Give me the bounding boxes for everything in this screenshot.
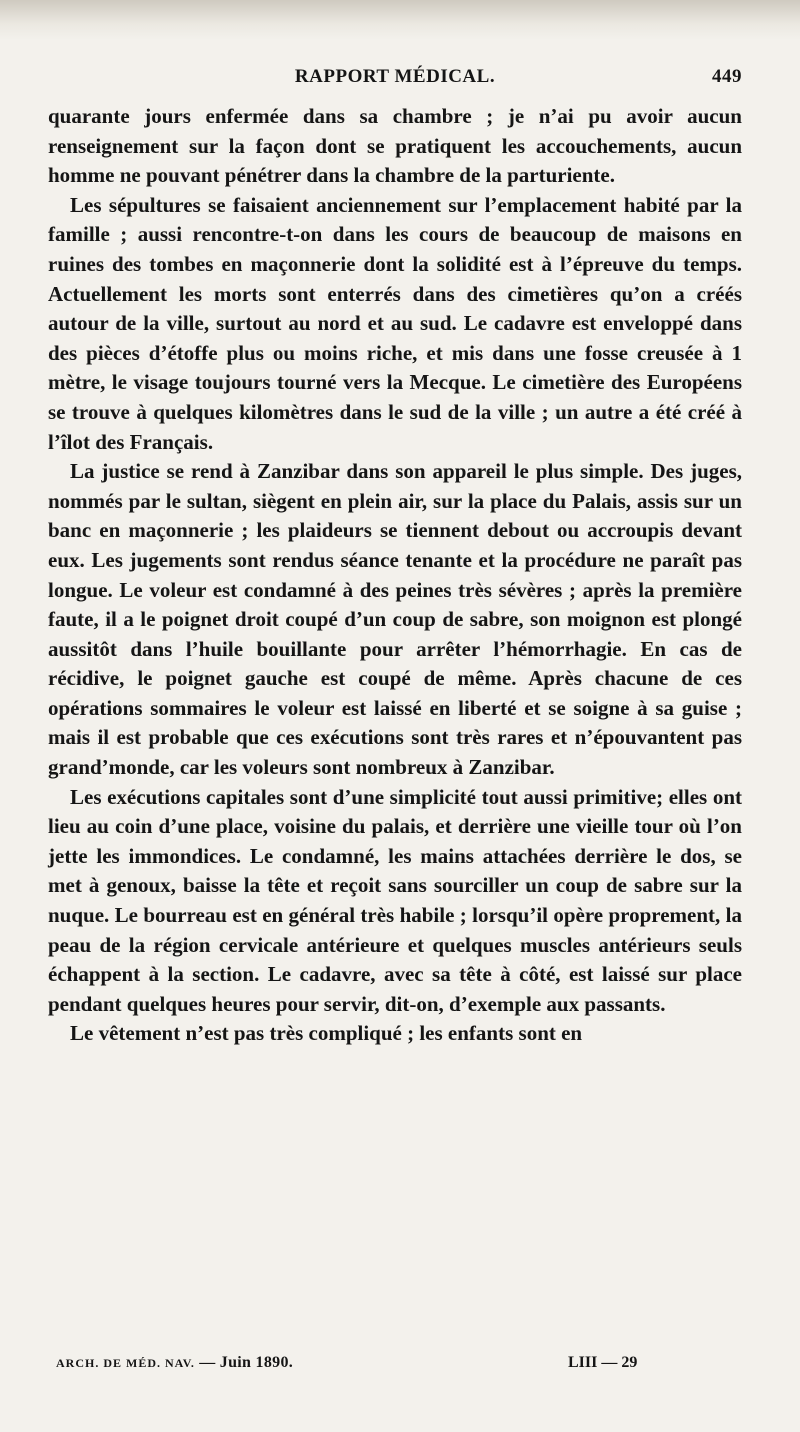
footer-date: — Juin 1890.: [194, 1354, 294, 1371]
paragraph: Les exécutions capitales sont d’une simplicité tout aussi primitive; elles ont lieu au coin d’une place, voisine du palais, et derrière une vieille tour où l’on jette les immondices. Le condamné, les mains attachées derrière le dos, se met à genoux, baisse la tête et reçoit sans sourciller un coup de sabre sur la nuque. Le bourreau est en général très habile ; lorsqu’il opère proprement, la peau de la région cervicale antérieure et quelques muscles antérieurs seuls échappent à la section. Le cadavre, avec sa tête à côté, est laissé sur place pendant quelques heures pour servir, dit-on, d’exemple aux passants.: [48, 784, 742, 1016]
scan-top-shadow: [0, 0, 800, 40]
paragraph: Le vêtement n’est pas très compliqué ; les enfants sont en: [70, 1021, 583, 1046]
footer-signature-mark: LIII — 29: [568, 1354, 638, 1371]
running-head: [48, 62, 742, 92]
paragraph: Les sépultures se faisaient anciennement sur l’emplacement habité par la famille ; aussi rencontre-t-on dans les cours de beaucoup de maisons en ruines des tombes en maçonnerie dont la solidité est à l’épreuve du temps. Actuellement les morts sont enterrés dans des cimetières qu’on a créés autour de la ville, surtout au nord et au sud. Le cadavre est enveloppé dans des pièces d’étoffe plus ou moins riche, et mis dans une fosse creusée à 1 mètre, le visage toujours tourné vers la Mecque. Le cimetière des Européens se trouve à quelques kilomètres dans le sud de la ville ; un autre a été créé à l’îlot des Français.: [48, 192, 742, 454]
footer-journal: ARCH. DE MÉD. NAV.: [56, 1356, 195, 1370]
paragraph: quarante jours enfermée dans sa chambre ; je n’ai pu avoir aucun renseignement sur la façon dont se pratiquent les accouchements, aucun homme ne pouvant pénétrer dans la chambre de la parturiente.: [48, 104, 742, 188]
running-head-title: RAPPORT MÉDICAL.: [294, 66, 496, 87]
paragraph: La justice se rend à Zanzibar dans son appareil le plus simple. Des juges, nommés par le sultan, siègent en plein air, sur la place du Palais, assis sur un banc en maçonnerie ; les plaideurs se tiennent debout ou accroupis devant eux. Les jugements sont rendus séance tenante et la procédure ne paraît pas longue. Le voleur est condamné à des peines très sévères ; après la première faute, il a le poignet droit coupé d’un coup de sabre, son moignon est plongé aussitôt dans l’huile bouillante pour arrêter l’hémorrhagie. En cas de récidive, le poignet gauche est coupé de même. Après chacune de ces opérations sommaires le voleur est laissé en liberté et se soigne à sa guise ; mais il est probable que ces exécutions sont très rares et n’épouvantent pas grand’monde, car les voleurs sont nombreux à Zanzibar.: [48, 459, 742, 780]
body-text: [48, 102, 742, 1049]
footer-source: [56, 1354, 293, 1372]
page-number: 449: [712, 66, 742, 87]
document-page: [48, 62, 742, 1049]
